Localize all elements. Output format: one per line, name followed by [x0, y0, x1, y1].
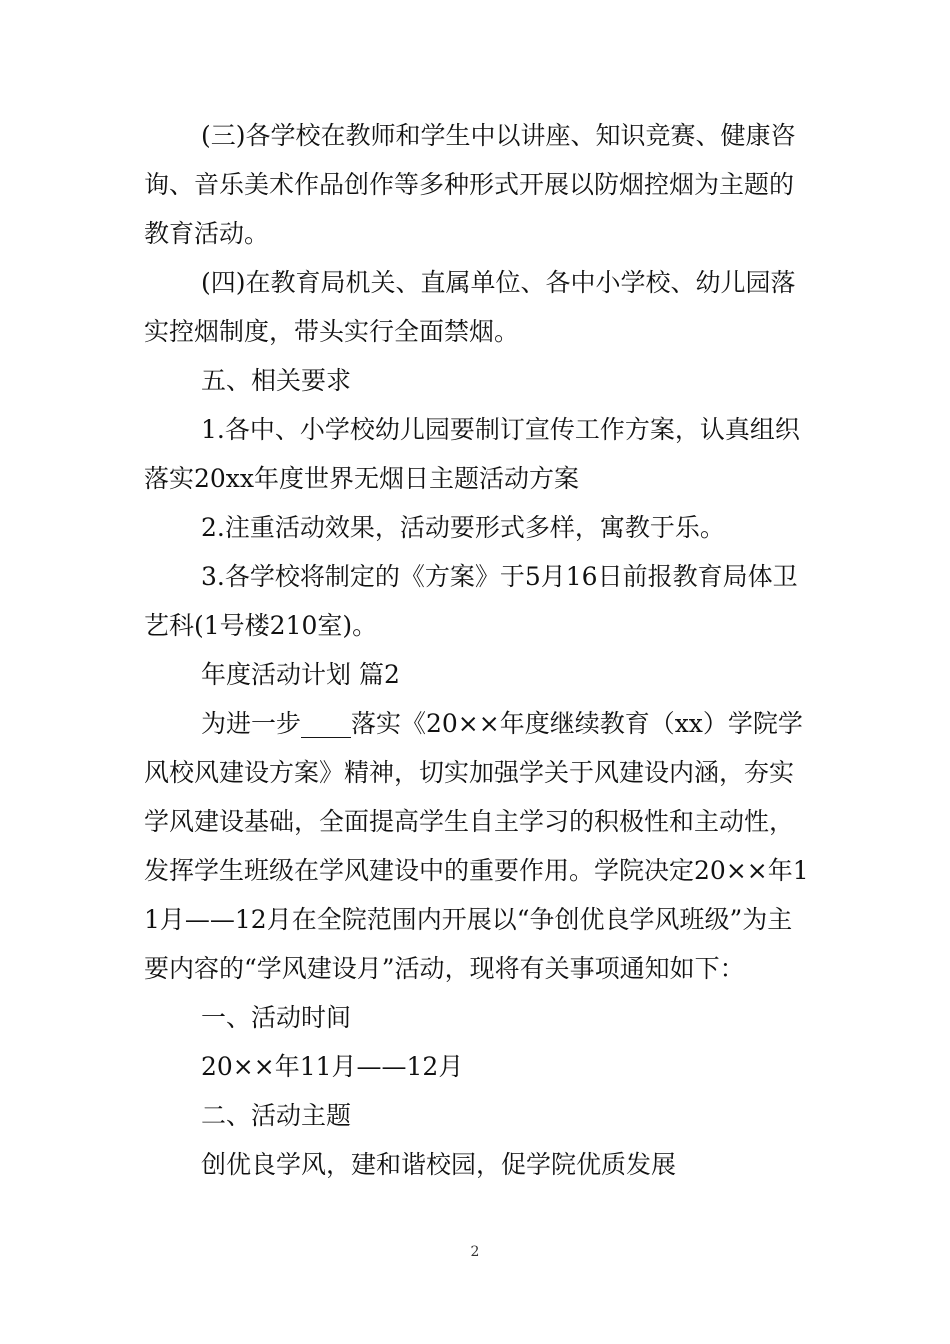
paragraph-requirement-2: 2.注重活动效果，活动要形式多样，寓教于乐。: [201, 513, 725, 542]
section-heading-activity-theme: 二、活动主题: [201, 1101, 352, 1130]
paragraph-requirement-3: 3.各学校将制定的《方案》于5月16日前报教育局体卫艺科(1号楼210室)。: [144, 562, 798, 640]
article-heading-part-2: 年度活动计划 篇2: [201, 660, 400, 689]
paragraph-activity-time: 20××年11月——12月: [201, 1052, 464, 1081]
paragraph-requirement-1: 1.各中、小学校幼儿园要制订宣传工作方案，认真组织落实20xx年度世界无烟日主题活动方案: [144, 415, 800, 493]
paragraph-item-3-health: (三)各学校在教师和学生中以讲座、知识竞赛、健康咨询、音乐美术作品创作等多种形式开展以防烟控烟为主题的教育活动。: [144, 121, 796, 248]
paragraph-introduction: 为进一步____落实《20××年度继续教育（xx）学院学风校风建设方案》精神，切实加强学关于风建设内涵，夯实学风建设基础，全面提高学生自主学习的积极性和主动性，发挥学生班级在学风建设中的重要作用。学院决定20××年11月——12月在全院范围内开展以“争创优良学风班级”为主要内容的“学风建设月”活动，现将有关事项通知如下：: [144, 709, 809, 983]
section-heading-activity-time: 一、活动时间: [201, 1003, 352, 1032]
paragraph-item-4-smoke-ban: (四)在教育局机关、直属单位、各中小学校、幼儿园落实控烟制度，带头实行全面禁烟。: [144, 268, 796, 346]
page-number: 2: [470, 1244, 480, 1260]
paragraph-activity-theme: 创优良学风，建和谐校园，促学院优质发展: [201, 1150, 677, 1179]
section-heading-requirements: 五、相关要求: [201, 366, 352, 395]
document-body: [144, 111, 814, 1189]
